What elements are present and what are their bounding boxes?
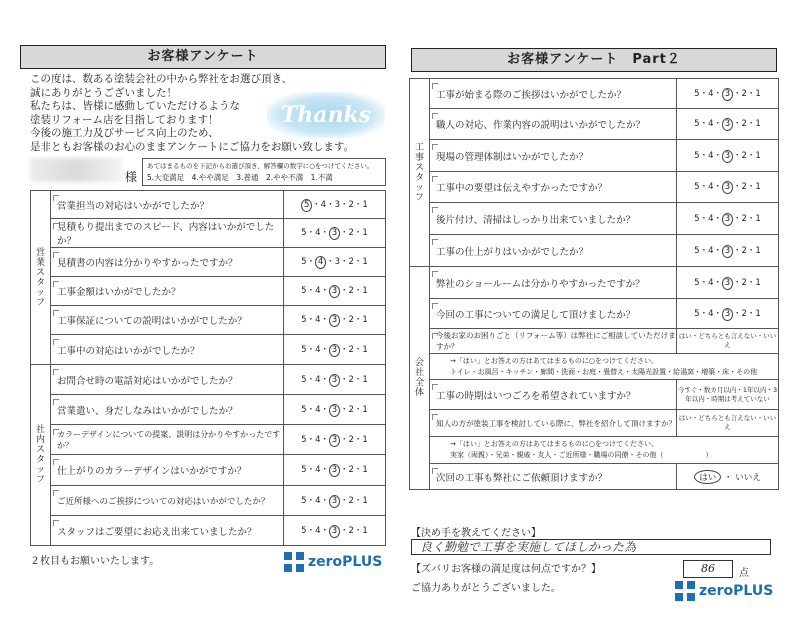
question: 営業担当の対応はいかがでしたか？ xyxy=(51,191,284,219)
rating-post: ・2・1 xyxy=(733,182,761,192)
decision-answer[interactable]: 良く勤勉で工事を実施してほしかった為 xyxy=(411,539,771,555)
rating-pre: 5・4・ xyxy=(301,434,329,445)
question: 今後お家のお困りごと（リフォーム等）は弊社にご相談していただけますか？ xyxy=(430,329,677,354)
rating-cell[interactable] xyxy=(284,306,386,335)
page-1-title: お客様アンケート xyxy=(20,45,386,69)
rating-post: ・2・1 xyxy=(340,465,368,475)
logo-text: zeroPLUS xyxy=(699,583,774,599)
table-row xyxy=(31,425,386,455)
scale-labels: 5.大変満足 4.やや満足 3.普通 2.やや不満 1.不満 xyxy=(147,173,333,182)
question: カラーデザインについての提案、説明は分かりやすかったですか？ xyxy=(51,425,284,455)
selected-rating[interactable]: 3 xyxy=(722,213,733,226)
selected-rating[interactable]: 3 xyxy=(329,227,340,240)
table-row xyxy=(31,516,386,546)
question: 工事が始まる際のご挨拶はいかがでしたか？ xyxy=(430,79,677,109)
page-2-survey-table xyxy=(409,78,779,490)
rating-cell[interactable] xyxy=(284,248,386,277)
table-row xyxy=(31,219,386,248)
rating-post: ・2・1 xyxy=(340,434,368,445)
rating-pre: 5・4・ xyxy=(301,465,329,475)
question: 工事保証についての説明はいかがでしたか？ xyxy=(51,306,284,335)
rating-post: ・4・3・2・1 xyxy=(312,199,368,210)
rating-pre: 5・4・ xyxy=(694,88,722,99)
table-row xyxy=(410,109,779,140)
table-row xyxy=(410,235,779,267)
section-label-company: 会社全体 xyxy=(410,267,430,490)
choice-no[interactable]: いいえ xyxy=(735,472,761,483)
intro-line: この度は、数ある塗装会社の中から弊社をお選び頂き、 xyxy=(30,73,293,85)
rating-post: ・3・2・1 xyxy=(326,257,368,267)
table-row xyxy=(410,464,779,490)
rating-pre: 5・4・ xyxy=(301,525,329,536)
section-label-sales: 営業スタッフ xyxy=(31,191,51,365)
rating-pre: 5・4・ xyxy=(301,495,329,506)
table-row xyxy=(31,277,386,306)
rating-pre: 5・4・ xyxy=(694,245,722,256)
table-row xyxy=(410,203,779,235)
rating-post: ・2・1 xyxy=(340,286,368,296)
selected-rating[interactable]: 3 xyxy=(329,314,340,327)
table-row xyxy=(410,437,779,464)
intro-line: 今後の施工力及びサービス向上のため、 xyxy=(30,127,219,140)
intro-line: 是非ともお客様のお心のままアンケートにご協力をお願い致します。 xyxy=(30,140,355,153)
selected-rating[interactable]: 3 xyxy=(722,308,733,321)
closing-text: ご協力ありがとうございました。 xyxy=(411,583,561,594)
question: 見積もり提出までのスピード、内容はいかがでしたか？ xyxy=(51,219,284,248)
rating-pre: 5・ xyxy=(301,257,316,267)
company-logo xyxy=(284,551,382,573)
table-row xyxy=(31,248,386,277)
selected-rating[interactable]: 3 xyxy=(329,464,340,477)
intro-line: 誠にありがとうございました！ xyxy=(30,86,177,99)
thanks-badge: Thanks xyxy=(267,92,385,138)
question: 工事中の対応はいかがでしたか？ xyxy=(51,335,284,365)
rating-pre: 5・4・ xyxy=(694,213,722,224)
table-row xyxy=(410,329,779,354)
question: お問合せ時の電話対応はいかがでしたか？ xyxy=(51,365,284,395)
question: 現場の管理体制はいかがでしたか？ xyxy=(430,140,677,172)
rating-cell[interactable] xyxy=(284,425,386,455)
choice-separator: ・ xyxy=(723,472,733,483)
selected-rating[interactable]: 3 xyxy=(329,525,340,538)
selected-rating[interactable]: 3 xyxy=(329,374,340,387)
rating-cell[interactable] xyxy=(677,79,779,109)
selected-rating[interactable]: 3 xyxy=(329,285,340,298)
sub-note xyxy=(430,354,779,380)
honorific: 様 xyxy=(125,170,138,184)
score-label: 【ズバリお客様の満足度は何点ですか？】 xyxy=(411,564,601,575)
table-row xyxy=(410,172,779,203)
question: 弊社のショールームは分かりやすかったですか？ xyxy=(430,267,677,299)
question: 仕上がりのカラーデザインはいかがですか？ xyxy=(51,455,284,486)
intro-line: 私たちは、皆様に感動していただけるような xyxy=(30,100,240,113)
selected-rating[interactable]: 3 xyxy=(722,88,733,101)
table-row xyxy=(31,486,386,516)
table-row xyxy=(410,299,779,329)
table-row xyxy=(410,140,779,172)
note-line: →「はい」とお答えの方はあてはまるものに○をつけてください。 xyxy=(450,356,658,365)
question: 工事金額はいかがでしたか？ xyxy=(51,277,284,306)
zeroplus-cross-icon xyxy=(284,552,304,572)
choice-cell[interactable] xyxy=(677,464,779,490)
selected-rating[interactable]: 3 xyxy=(722,181,733,194)
rating-cell[interactable] xyxy=(677,172,779,203)
rating-post: ・2・1 xyxy=(733,277,761,288)
rating-cell[interactable] xyxy=(677,299,779,329)
rating-post: ・2・1 xyxy=(733,245,761,256)
rating-post: ・2・1 xyxy=(733,213,761,224)
rating-cell[interactable] xyxy=(284,219,386,248)
table-row xyxy=(31,455,386,486)
scale-note: あてはまるものを下記からお選び頂き、解答欄の数字に○をつけてください。 xyxy=(147,162,374,170)
rating-pre: 5・4・ xyxy=(694,277,722,288)
choice-cell[interactable]: はい・どちらとも言えない・いいえ xyxy=(677,329,779,354)
question: 営業遣い、身だしなみはいかがでしたか？ xyxy=(51,395,284,425)
rating-post: ・2・1 xyxy=(733,308,761,319)
intro-line: 塗装リフォーム店を目指しております！ xyxy=(30,113,219,126)
selected-rating[interactable]: 4 xyxy=(315,256,326,269)
company-logo xyxy=(675,580,773,602)
table-row xyxy=(31,191,386,219)
rating-pre: 5・4・ xyxy=(694,182,722,192)
note-line: トイレ・お風呂・キッチン・廊間・洗面・お庭・畳替え・太陽光設置・給湯窯・増築・床・その他 xyxy=(450,367,758,376)
rating-post: ・2・1 xyxy=(340,315,368,325)
question: 見積書の内容は分かりやすかったですか？ xyxy=(51,248,284,277)
table-row xyxy=(410,79,779,109)
survey-page-2 xyxy=(403,0,788,622)
sub-note xyxy=(430,437,779,464)
rating-cell[interactable] xyxy=(677,267,779,299)
decision-label: 【決め手を教えてください】 xyxy=(411,528,541,539)
choice-cell[interactable]: 今すぐ・数カ月以内・1年以内・3年以内・時期は考えていない xyxy=(677,380,779,410)
selected-rating[interactable]: 3 xyxy=(329,434,340,447)
question: 知人の方が塗装工事を検討している際に、弊社を紹介して頂けますか？ xyxy=(430,410,677,437)
table-row xyxy=(410,380,779,410)
rating-post: ・2・1 xyxy=(340,374,368,385)
rating-pre: 5・4・ xyxy=(694,119,722,129)
rating-pre: 5・4・ xyxy=(301,404,329,415)
question: 工事中の要望は伝えやすかったですか？ xyxy=(430,172,677,203)
table-row xyxy=(31,306,386,335)
page-1-survey-table xyxy=(30,190,386,546)
rating-post: ・2・1 xyxy=(340,228,368,238)
rating-cell[interactable] xyxy=(677,140,779,172)
rating-cell[interactable] xyxy=(284,335,386,365)
rating-post: ・2・1 xyxy=(340,344,368,355)
question: 職人の対応、作業内容の説明はいかがでしたか？ xyxy=(430,109,677,140)
table-row xyxy=(410,354,779,380)
rating-pre: 5・4・ xyxy=(301,228,329,238)
rating-scale-legend xyxy=(142,158,386,186)
rating-pre: 5・4・ xyxy=(301,344,329,355)
selected-choice[interactable]: はい xyxy=(694,470,721,484)
rating-cell[interactable] xyxy=(284,516,386,546)
selected-rating[interactable]: 3 xyxy=(329,404,340,417)
selected-rating[interactable]: 3 xyxy=(329,495,340,508)
zeroplus-cross-icon xyxy=(675,581,695,601)
question: スタッフはご要望にお応え出来ていましたか？ xyxy=(51,516,284,546)
question: 後片付け、清掃はしっかり出来ていましたか？ xyxy=(430,203,677,235)
rating-pre: 5・4・ xyxy=(301,286,329,296)
page-2-title: お客様アンケート Part２ xyxy=(411,48,777,72)
question: 工事の時期はいつごろを希望されていますか？ xyxy=(430,380,677,410)
rating-post: ・2・1 xyxy=(340,404,368,415)
question: 次回の工事も弊社にご依頼頂けますか？ xyxy=(430,464,677,490)
note-line: 実家（両親）・兄弟・親戚・友人・ご近所様・職場の同僚・その他（ ） xyxy=(450,451,713,459)
table-row xyxy=(31,365,386,395)
next-page-note: ２枚目もお願いいたします。 xyxy=(30,556,160,567)
selected-rating[interactable]: 3 xyxy=(722,245,733,258)
rating-pre: 5・4・ xyxy=(301,374,329,385)
selected-rating[interactable]: 3 xyxy=(722,118,733,131)
rating-cell[interactable] xyxy=(284,277,386,306)
redacted-name xyxy=(30,158,122,182)
rating-cell[interactable] xyxy=(284,486,386,516)
rating-cell[interactable] xyxy=(284,395,386,425)
rating-pre: 5・4・ xyxy=(694,150,722,161)
score-unit: 点 xyxy=(739,568,749,579)
rating-cell[interactable] xyxy=(677,235,779,267)
rating-cell[interactable] xyxy=(677,203,779,235)
rating-cell[interactable] xyxy=(284,365,386,395)
choice-cell[interactable]: はい・どちらとも言えない・いいえ xyxy=(677,410,779,437)
section-label-construction: 工事スタッフ xyxy=(410,79,430,267)
rating-post: ・2・1 xyxy=(733,88,761,99)
survey-page-1 xyxy=(12,0,397,622)
rating-post: ・2・1 xyxy=(340,525,368,536)
question: ご近所様へのご挨拶についての対応はいかがでしたか？ xyxy=(51,486,284,516)
selected-rating[interactable]: 3 xyxy=(722,277,733,290)
customer-name-area xyxy=(30,158,386,188)
logo-text: zeroPLUS xyxy=(308,554,383,570)
selected-rating[interactable]: 5 xyxy=(301,199,312,212)
score-input[interactable]: 86 xyxy=(683,560,733,578)
table-row xyxy=(410,267,779,299)
rating-post: ・2・1 xyxy=(733,119,761,129)
section-label-office: 社内スタッフ xyxy=(31,365,51,546)
question: 工事の仕上がりはいかがでしたか？ xyxy=(430,235,677,267)
rating-post: ・2・1 xyxy=(733,150,761,161)
note-line: →「はい」とお答えの方はあてはまるものに○をつけてください。 xyxy=(450,440,658,448)
selected-rating[interactable]: 3 xyxy=(329,344,340,357)
table-row xyxy=(31,395,386,425)
question: 今回の工事についての満足して頂けましたか？ xyxy=(430,299,677,329)
rating-post: ・2・1 xyxy=(340,495,368,506)
table-row xyxy=(31,335,386,365)
table-row xyxy=(410,410,779,437)
rating-pre: 5・4・ xyxy=(694,308,722,319)
rating-cell[interactable] xyxy=(284,455,386,486)
rating-cell[interactable] xyxy=(677,109,779,140)
rating-pre: 5・4・ xyxy=(301,315,329,325)
selected-rating[interactable]: 3 xyxy=(722,150,733,163)
rating-cell[interactable] xyxy=(284,191,386,219)
